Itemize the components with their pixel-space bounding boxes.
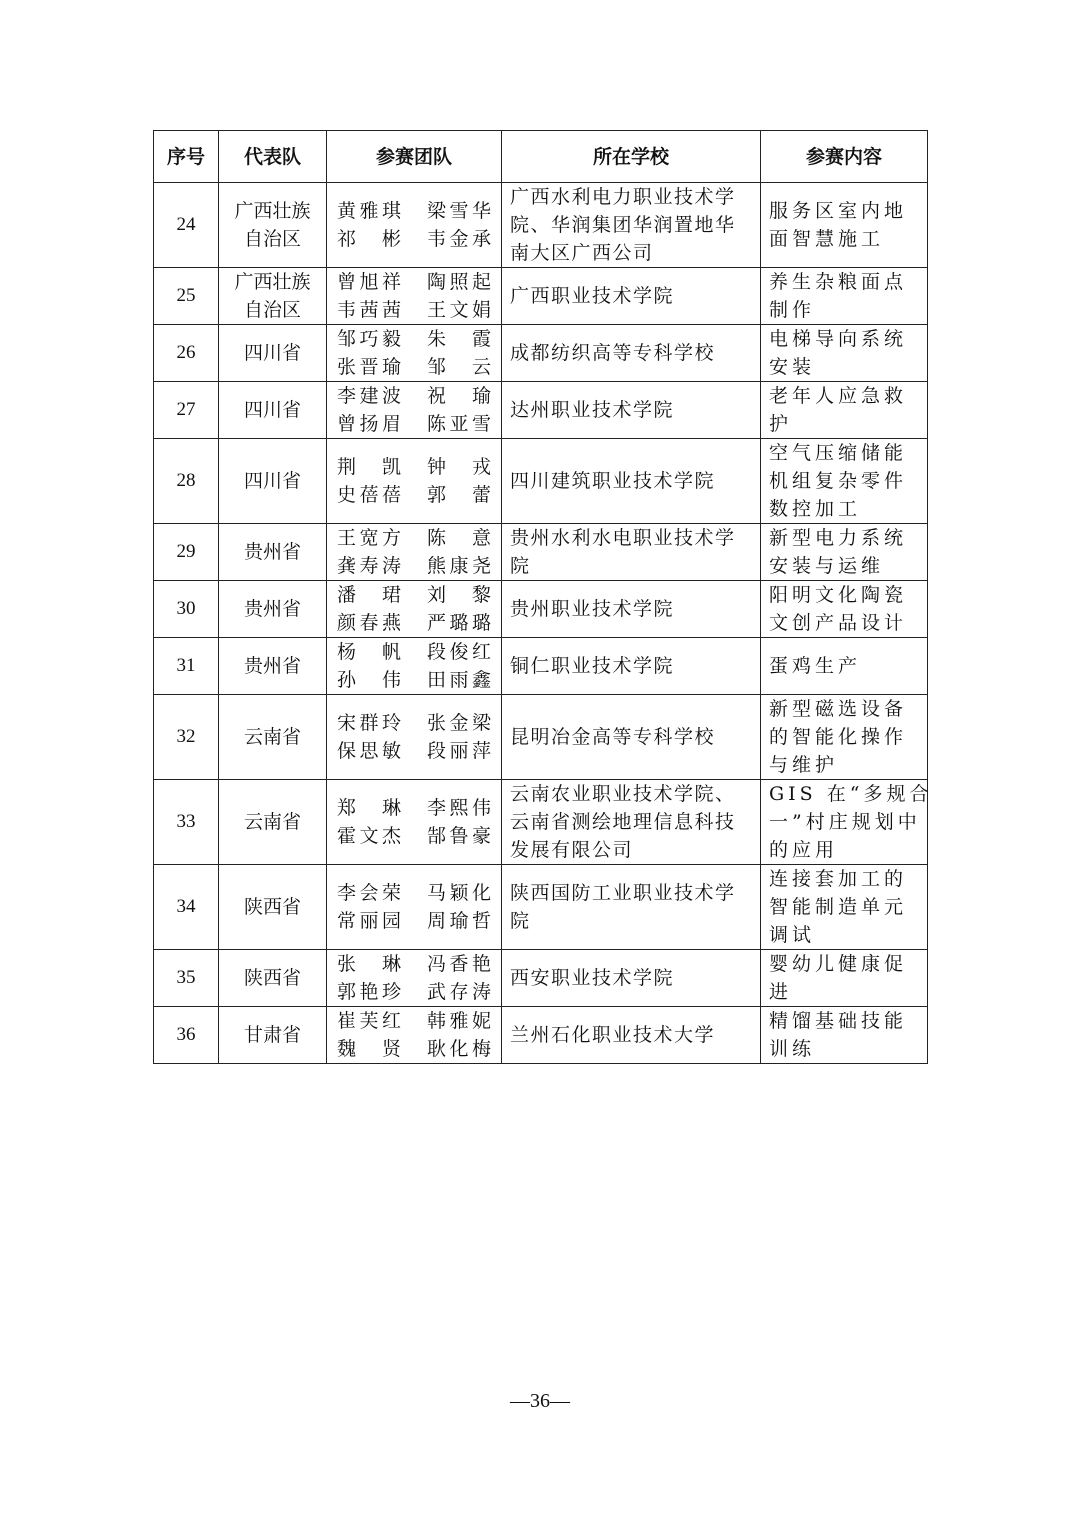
content-line: 安装与运维 — [769, 555, 885, 577]
member-name: 曾旭祥 — [337, 271, 401, 293]
cell-index: 30 — [154, 581, 219, 638]
cell-members — [327, 268, 502, 325]
header-school: 所在学校 — [502, 131, 761, 183]
member-name: 祁 彬 — [337, 228, 401, 250]
cell-index: 34 — [154, 865, 219, 950]
members-line — [335, 481, 493, 509]
member-name: 张金梁 — [427, 712, 491, 734]
member-name: 颜春燕 — [337, 612, 401, 634]
member-name: 常丽园 — [337, 910, 401, 932]
content-line: 新型磁选设备 — [769, 698, 908, 720]
members-line — [335, 552, 493, 580]
cell-school — [502, 382, 761, 439]
cell-team — [219, 268, 327, 325]
member-name: 韩雅妮 — [427, 1010, 491, 1032]
member-name: 韦茜茜 — [337, 299, 401, 321]
member-name: 段丽萍 — [427, 740, 491, 762]
cell-members — [327, 325, 502, 382]
cell-content — [761, 382, 928, 439]
member-name: 史蓓蓓 — [337, 484, 401, 506]
header-index: 序号 — [154, 131, 219, 183]
members-line — [335, 709, 493, 737]
member-name: 龚寿涛 — [337, 555, 401, 577]
cell-content — [761, 695, 928, 780]
content-line: 服务区室内地 — [769, 200, 908, 222]
content-line: 进 — [769, 981, 793, 1003]
table-row — [154, 524, 928, 581]
school-line: 陕西国防工业职业技术学 — [510, 882, 736, 904]
content-line: 连接套加工的 — [769, 868, 908, 890]
cell-school — [502, 950, 761, 1007]
table-row — [154, 382, 928, 439]
member-name: 郭艳珍 — [337, 981, 401, 1003]
cell-team — [219, 638, 327, 695]
school-line: 发展有限公司 — [510, 839, 634, 861]
team-line: 四川省 — [243, 399, 301, 421]
members-line — [335, 822, 493, 850]
members-line — [335, 794, 493, 822]
cell-index: 28 — [154, 439, 219, 524]
table-row — [154, 695, 928, 780]
content-line: 安装 — [769, 356, 816, 378]
school-line: 西安职业技术学院 — [510, 967, 675, 989]
member-name: 马颖化 — [427, 882, 491, 904]
cell-members — [327, 439, 502, 524]
school-line: 昆明冶金高等专科学校 — [510, 726, 716, 748]
school-line: 院 — [510, 910, 531, 932]
member-name: 宋群玲 — [337, 712, 401, 734]
members-line — [335, 581, 493, 609]
cell-content — [761, 638, 928, 695]
content-line: 阳明文化陶瓷 — [769, 584, 908, 606]
member-name: 张晋瑜 — [337, 356, 401, 378]
cell-school — [502, 439, 761, 524]
cell-content — [761, 1007, 928, 1064]
team-line: 贵州省 — [243, 655, 301, 677]
cell-content — [761, 439, 928, 524]
school-line: 贵州职业技术学院 — [510, 598, 675, 620]
header-team: 代表队 — [219, 131, 327, 183]
team-line: 甘肃省 — [243, 1024, 301, 1046]
cell-team — [219, 581, 327, 638]
cell-members — [327, 865, 502, 950]
content-line: 一”村庄规划中 — [769, 811, 921, 833]
team-line: 四川省 — [243, 342, 301, 364]
members-line — [335, 296, 493, 324]
member-name: 崔芙红 — [337, 1010, 401, 1032]
content-line: 的应用 — [769, 839, 839, 861]
members-line — [335, 410, 493, 438]
content-line: 文创产品设计 — [769, 612, 908, 634]
table-row — [154, 439, 928, 524]
cell-school — [502, 183, 761, 268]
member-name: 张 琳 — [337, 953, 401, 975]
content-line: 数控加工 — [769, 498, 862, 520]
cell-index: 24 — [154, 183, 219, 268]
members-line — [335, 225, 493, 253]
table-row — [154, 581, 928, 638]
cell-index: 27 — [154, 382, 219, 439]
members-line — [335, 197, 493, 225]
cell-content — [761, 325, 928, 382]
content-line: 空气压缩储能 — [769, 442, 908, 464]
content-line: 精馏基础技能 — [769, 1010, 908, 1032]
table-row — [154, 1007, 928, 1064]
team-line: 贵州省 — [243, 598, 301, 620]
table-row — [154, 865, 928, 950]
cell-team — [219, 325, 327, 382]
cell-team — [219, 439, 327, 524]
members-line — [335, 268, 493, 296]
member-name: 李建波 — [337, 385, 401, 407]
content-line: 制作 — [769, 299, 816, 321]
cell-members — [327, 695, 502, 780]
member-name: 段俊红 — [427, 641, 491, 663]
school-line: 院、华润集团华润置地华 — [510, 214, 736, 236]
members-line — [335, 666, 493, 694]
members-line — [335, 950, 493, 978]
content-line: 婴幼儿健康促 — [769, 953, 908, 975]
cell-school — [502, 325, 761, 382]
member-name: 王宽方 — [337, 527, 401, 549]
school-line: 广西水利电力职业技术学 — [510, 186, 736, 208]
header-content: 参赛内容 — [761, 131, 928, 183]
cell-school — [502, 268, 761, 325]
member-name: 刘 黎 — [427, 584, 491, 606]
school-line: 铜仁职业技术学院 — [510, 655, 675, 677]
members-line — [335, 638, 493, 666]
cell-team — [219, 524, 327, 581]
school-line: 云南农业职业技术学院、 — [510, 783, 736, 805]
members-line — [335, 737, 493, 765]
team-line: 贵州省 — [243, 541, 301, 563]
page-number: —36— — [510, 1390, 570, 1412]
cell-index: 26 — [154, 325, 219, 382]
cell-team — [219, 1007, 327, 1064]
member-name: 陶照起 — [427, 271, 491, 293]
member-name: 冯香艳 — [427, 953, 491, 975]
cell-school — [502, 524, 761, 581]
cell-team — [219, 382, 327, 439]
member-name: 田雨鑫 — [427, 669, 491, 691]
school-line: 达州职业技术学院 — [510, 399, 675, 421]
cell-index: 32 — [154, 695, 219, 780]
cell-school — [502, 1007, 761, 1064]
cell-index: 29 — [154, 524, 219, 581]
content-line: 护 — [769, 413, 793, 435]
participants-table — [153, 130, 933, 1064]
school-line: 云南省测绘地理信息科技 — [510, 811, 736, 833]
member-name: 邹巧毅 — [337, 328, 401, 350]
cell-index: 35 — [154, 950, 219, 1007]
member-name: 韦金承 — [427, 228, 491, 250]
team-line: 陕西省 — [243, 967, 301, 989]
content-line: 电梯导向系统 — [769, 328, 908, 350]
member-name: 郑 琳 — [337, 797, 401, 819]
school-line: 成都纺织高等专科学校 — [510, 342, 716, 364]
table-body — [154, 183, 933, 1064]
cell-members — [327, 524, 502, 581]
member-name: 武存涛 — [427, 981, 491, 1003]
cell-team — [219, 780, 327, 865]
member-name: 陈 意 — [427, 527, 491, 549]
school-line: 南大区广西公司 — [510, 242, 654, 264]
member-name: 祝 瑜 — [427, 385, 491, 407]
cell-content — [761, 524, 928, 581]
cell-members — [327, 581, 502, 638]
cell-team — [219, 865, 327, 950]
cell-members — [327, 638, 502, 695]
cell-content — [761, 183, 928, 268]
cell-school — [502, 638, 761, 695]
cell-members — [327, 780, 502, 865]
member-name: 梁雪华 — [427, 200, 491, 222]
cell-members — [327, 183, 502, 268]
members-line — [335, 524, 493, 552]
members-line — [335, 1035, 493, 1063]
members-line — [335, 382, 493, 410]
member-name: 保思敏 — [337, 740, 401, 762]
table-row — [154, 950, 928, 1007]
content-line: 养生杂粮面点 — [769, 271, 908, 293]
member-name: 李会荣 — [337, 882, 401, 904]
member-name: 邹 云 — [427, 356, 491, 378]
content-line: 智能制造单元 — [769, 896, 908, 918]
member-name: 孙 伟 — [337, 669, 401, 691]
members-line — [335, 1007, 493, 1035]
member-name: 黄雅琪 — [337, 200, 401, 222]
cell-members — [327, 1007, 502, 1064]
cell-members — [327, 950, 502, 1007]
member-name: 曾扬眉 — [337, 413, 401, 435]
cell-index: 33 — [154, 780, 219, 865]
member-name: 陈亚雪 — [427, 413, 491, 435]
content-line: GIS 在“多规合 — [769, 783, 933, 805]
members-line — [335, 978, 493, 1006]
member-name: 魏 贤 — [337, 1038, 401, 1060]
content-line: 老年人应急救 — [769, 385, 908, 407]
content-line: 新型电力系统 — [769, 527, 908, 549]
table-row — [154, 183, 928, 268]
team-line: 云南省 — [243, 811, 301, 833]
member-name: 郜鲁豪 — [427, 825, 491, 847]
team-line: 广西壮族 — [234, 200, 311, 222]
cell-team — [219, 695, 327, 780]
member-name: 熊康尧 — [427, 555, 491, 577]
cell-school — [502, 695, 761, 780]
member-name: 耿化梅 — [427, 1038, 491, 1060]
school-line: 院 — [510, 555, 531, 577]
member-name: 潘 珺 — [337, 584, 401, 606]
team-line: 陕西省 — [243, 896, 301, 918]
table-row — [154, 325, 928, 382]
team-line: 云南省 — [243, 726, 301, 748]
cell-index: 25 — [154, 268, 219, 325]
member-name: 严璐璐 — [427, 612, 491, 634]
cell-members — [327, 382, 502, 439]
school-line: 贵州水利水电职业技术学 — [510, 527, 736, 549]
team-line: 自治区 — [243, 299, 301, 321]
cell-team — [219, 950, 327, 1007]
table-row — [154, 268, 928, 325]
table-row — [154, 638, 928, 695]
members-line — [335, 453, 493, 481]
member-name: 郭 蕾 — [427, 484, 491, 506]
cell-index: 31 — [154, 638, 219, 695]
members-line — [335, 353, 493, 381]
member-name: 李熙伟 — [427, 797, 491, 819]
team-line: 四川省 — [243, 470, 301, 492]
content-line: 机组复杂零件 — [769, 470, 908, 492]
content-line: 蛋鸡生产 — [769, 655, 862, 677]
school-line: 广西职业技术学院 — [510, 285, 675, 307]
members-line — [335, 609, 493, 637]
table-header-row — [154, 131, 928, 183]
member-name: 周瑜哲 — [427, 910, 491, 932]
member-name: 杨 帆 — [337, 641, 401, 663]
member-name: 朱 霞 — [427, 328, 491, 350]
table-row — [154, 780, 928, 865]
member-name: 霍文杰 — [337, 825, 401, 847]
cell-team — [219, 183, 327, 268]
content-line: 调试 — [769, 924, 816, 946]
cell-content — [761, 268, 928, 325]
members-line — [335, 907, 493, 935]
cell-content — [761, 780, 933, 865]
cell-content — [761, 950, 928, 1007]
content-line: 与维护 — [769, 754, 839, 776]
content-line: 的智能化操作 — [769, 726, 908, 748]
team-line: 广西壮族 — [234, 271, 311, 293]
member-name: 荆 凯 — [337, 456, 401, 478]
school-line: 兰州石化职业技术大学 — [510, 1024, 716, 1046]
cell-content — [761, 865, 928, 950]
members-line — [335, 325, 493, 353]
cell-school — [502, 780, 761, 865]
header-members: 参赛团队 — [327, 131, 502, 183]
member-name: 王文娟 — [427, 299, 491, 321]
cell-index: 36 — [154, 1007, 219, 1064]
team-line: 自治区 — [243, 228, 301, 250]
content-line: 面智慧施工 — [769, 228, 885, 250]
cell-school — [502, 865, 761, 950]
cell-school — [502, 581, 761, 638]
members-line — [335, 879, 493, 907]
member-name: 钟 戎 — [427, 456, 491, 478]
school-line: 四川建筑职业技术学院 — [510, 470, 716, 492]
cell-content — [761, 581, 928, 638]
content-line: 训练 — [769, 1038, 816, 1060]
